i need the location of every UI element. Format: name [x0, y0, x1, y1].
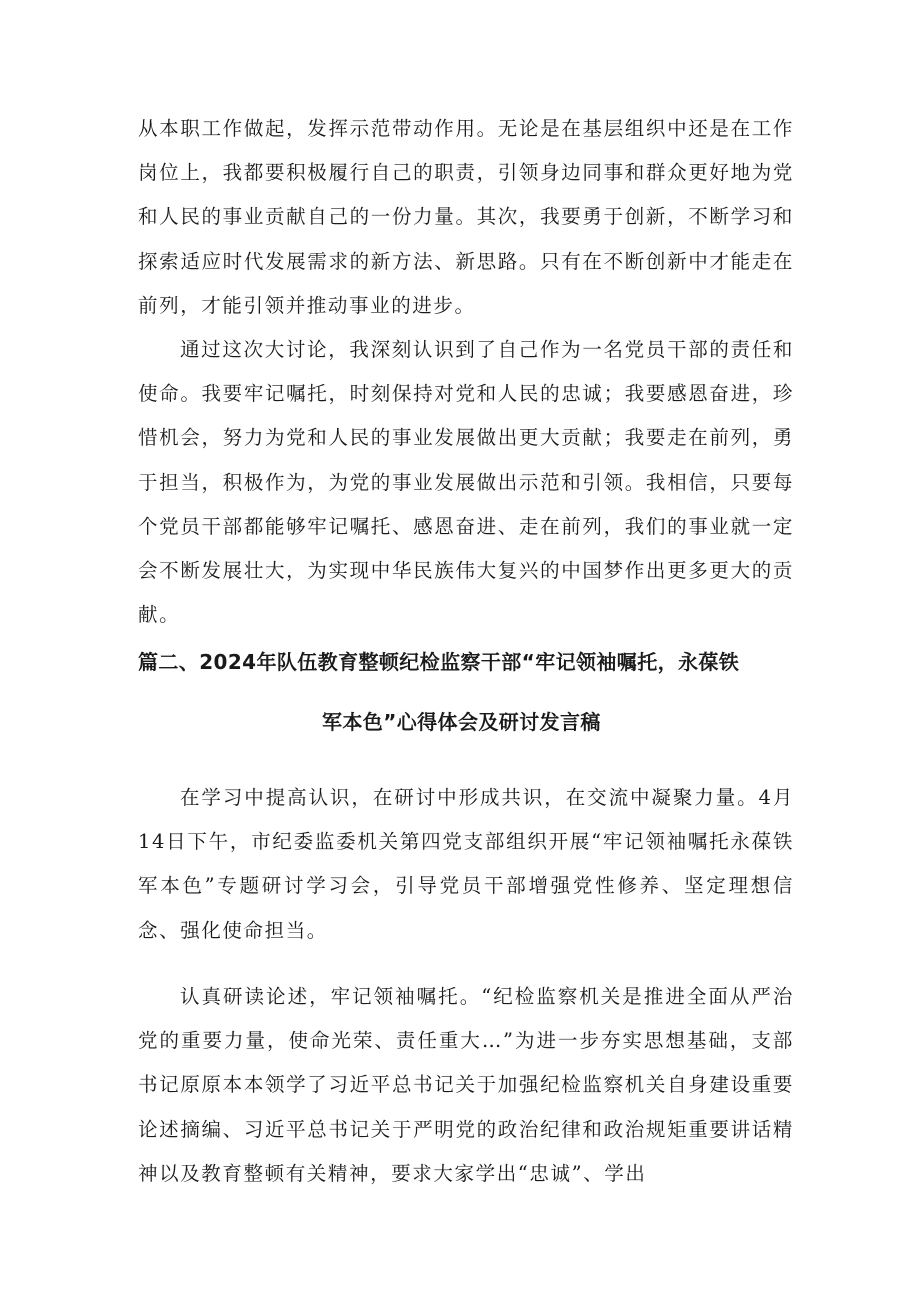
section-paragraph-study: 认真研读论述，牢记领袖嘱托。“纪检监察机关是推进全面从严治党的重要力量，使命光荣、责任重大…”为进一步夯实思想基础，支部书记原原本本领学了习近平总书记关于加强纪检监察机关自身建设重要论述摘编、习近平总书记关于严明党的政治纪律和政治规矩重要讲话精神以及教育整顿有关精神，要求大家学出“忠诚”、学出	[138, 985, 794, 1185]
section-heading-line-1: 篇二、2024年队伍教育整顿纪检监察干部“牢记领袖嘱托，永葆铁	[138, 650, 740, 674]
section-paragraph-intro: 在学习中提高认识，在研讨中形成共识，在交流中凝聚力量。4月14日下午，市纪委监委机关第四党支部组织开展“牢记领袖嘱托永葆铁军本色”专题研讨学习会，引导党员干部增强党性修养、坚定理想信念、强化使命担当。	[138, 786, 794, 942]
body-paragraph-conclusion: 通过这次大讨论，我深刻认识到了自己作为一名党员干部的责任和使命。我要牢记嘱托，时刻保持对党和人民的忠诚；我要感恩奋进，珍惜机会，努力为党和人民的事业发展做出更大贡献；我要走在前列，勇于担当，积极作为，为党的事业发展做出示范和引领。我相信，只要每个党员干部都能够牢记嘱托、感恩奋进、走在前列，我们的事业就一定会不断发展壮大，为实现中华民族伟大复兴的中国梦作出更多更大的贡献。	[138, 338, 794, 627]
section-heading-line-2: 军本色”心得体会及研讨发言稿	[322, 710, 601, 734]
body-paragraph-continuation: 从本职工作做起，发挥示范带动作用。无论是在基层组织中还是在工作岗位上，我都要积极履行自己的职责，引领身边同事和群众更好地为党和人民的事业贡献自己的一份力量。其次，我要勇于创新，不断学习和探索适应时代发展需求的新方法、新思路。只有在不断创新中才能走在前列，才能引领并推动事业的进步。	[138, 117, 794, 317]
